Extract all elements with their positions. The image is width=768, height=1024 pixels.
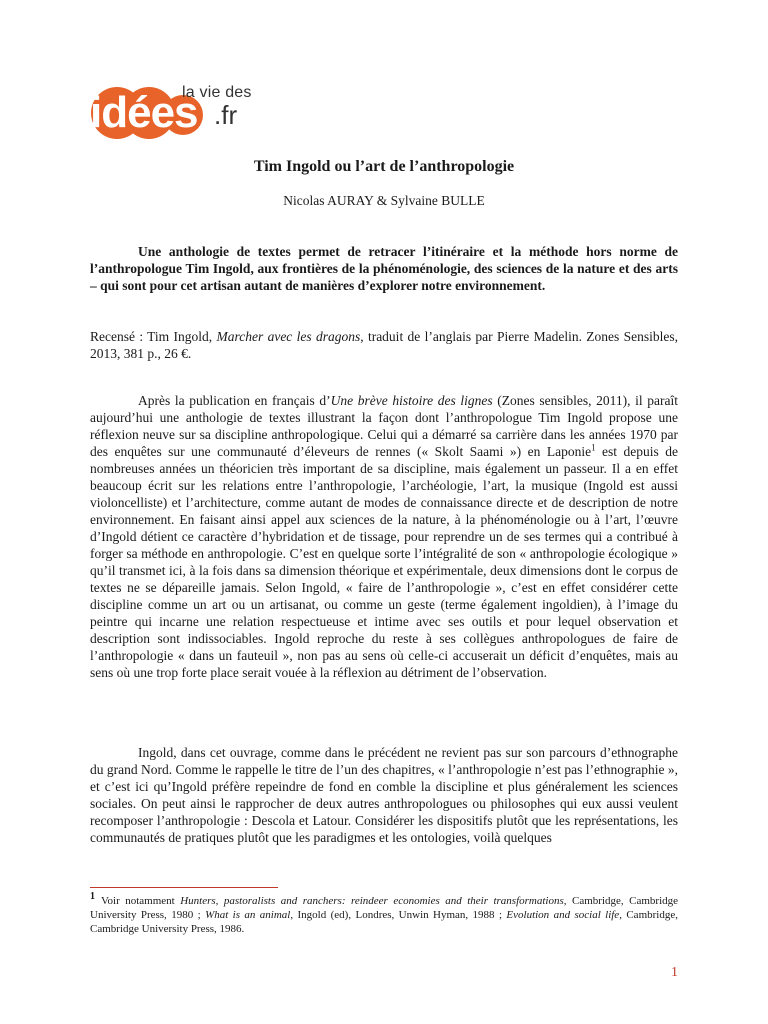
logo-wordmark: idées (90, 88, 198, 137)
footnote-italic-1: Hunters, pastoralists and ranchers: reindeer economies and their transformations (180, 895, 564, 907)
footnote-number: 1 (90, 891, 95, 903)
page-number: 1 (671, 965, 678, 980)
paragraph1-part2: (Zones sensibles, 2011), il paraît aujourd’hui une anthologie de textes illustrant la façon dont l’anthropologue Tim Ingold propose une réflexion neuve sur sa discipline anthropologique. Celui qui a démarré sa carrière dans les années 1970 par des enquêtes sur une communauté d’éleveurs de rennes (« Skolt Saami ») en Laponie (90, 393, 678, 459)
footnote-text-1: Voir notamment (101, 895, 181, 907)
recense-book-title: Marcher avec les dragons (216, 329, 361, 344)
body-paragraph-1 (90, 392, 678, 681)
logo-suffix: .fr (214, 100, 238, 130)
footnote-text-3: , Ingold (ed), Londres, Unwin Hyman, 1988 ; (290, 909, 507, 921)
site-logo[interactable] (90, 82, 260, 142)
footnote-text-4: , Cambridge, Cambridge University Press, 1986. (90, 909, 678, 935)
paragraph1-part3: est depuis de nombreuses années un théoricien très important de sa discipline, mais également un passeur. Il a en effet beaucoup écrit sur les relations entre l’anthropologie, l’archéologie, l’art, la musique (Ingold est aussi violoncelliste) et l’architecture, comme autant de modes de connaissance directe et de description de notre environnement. En faisant ainsi appel aux sciences de la nature, à la phénoménologie ou à l’art, l’œuvre d’Ingold détient ce caractère d’hybridation et de tissage, pour reprendre un de ses termes qui a contribué à forger sa méthode en anthropologie. C’est en quelque sorte l’intégralité de son « anthropologie écologique » qu’il transmet ici, à la fois dans sa dimension théorique et expérimentale, deux dimensions dont le corpus de textes ne se dépareille jamais. Selon Ingold, « faire de l’anthropologie », c’est en effet considérer cette discipline comme un art ou un artisanat, ou comme un geste (terme également ingoldien), à l’image du peintre qui incarne une relation respectueuse et intime avec ses outils et pour lequel observation et description sont indissociables. Ingold reproche du reste à ses collègues anthropologues de faire de l’anthropologie « dans un fauteuil », non pas au sens où celle-ci accuserait un déficit d’enquêtes, mais au sens où une trop forte place serait vouée à la réflexion au détriment de l’observation. (90, 444, 678, 680)
recense-suffix: , traduit de l’anglais par Pierre Madelin. Zones Sensibles, 2013, 381 p., 26 €. (90, 329, 678, 361)
book-review-reference (90, 328, 678, 362)
footnote-italic-2: What is an animal (205, 909, 291, 921)
article-authors: Nicolas AURAY & Sylvaine BULLE (283, 193, 485, 208)
footnote-text-2: , Cambridge, Cambridge University Press, 1980 ; (90, 895, 679, 921)
footnote-reference[interactable]: 1 (591, 442, 596, 453)
body-paragraph-2: Ingold, dans cet ouvrage, comme dans le précédent ne revient pas sur son parcours d’ethnographe du grand Nord. Comme le rappelle le titre de l’un des chapitres, « l’anthropologie n’est pas l’ethnographie », et c’est ici qu’Ingold préfère repeindre de fond en comble la discipline et plus généralement les sciences sociales. On peut ainsi le rapprocher de deux autres anthropologues ou philosophes qui eux aussi veulent recomposer l’anthropologie : Descola et Latour. Considérer les dispositifs plutôt que les représentations, les communautés de pratiques plutôt que les paradigmes et les ontologies, voilà quelques (90, 745, 678, 845)
paragraph1-italic-title: Une brève histoire des lignes (330, 393, 493, 408)
footnote (90, 891, 679, 936)
recense-prefix: Recensé : Tim Ingold, (90, 329, 217, 344)
article-abstract: Une anthologie de textes permet de retracer l’itinéraire et la méthode hors norme de l’anthropologue Tim Ingold, aux frontières de la phénoménologie, des sciences de la nature et des arts – qui sont pour cet artisan autant de manières d’explorer notre environnement. (90, 244, 678, 293)
article-title: Tim Ingold ou l’art de l’anthropologie (253, 158, 515, 175)
paragraph1-part1: Après la publication en français d’ (138, 393, 331, 408)
footnote-italic-3: Evolution and social life (506, 909, 620, 921)
logo-tagline: la vie des (182, 84, 252, 101)
footnote-separator (90, 887, 278, 888)
